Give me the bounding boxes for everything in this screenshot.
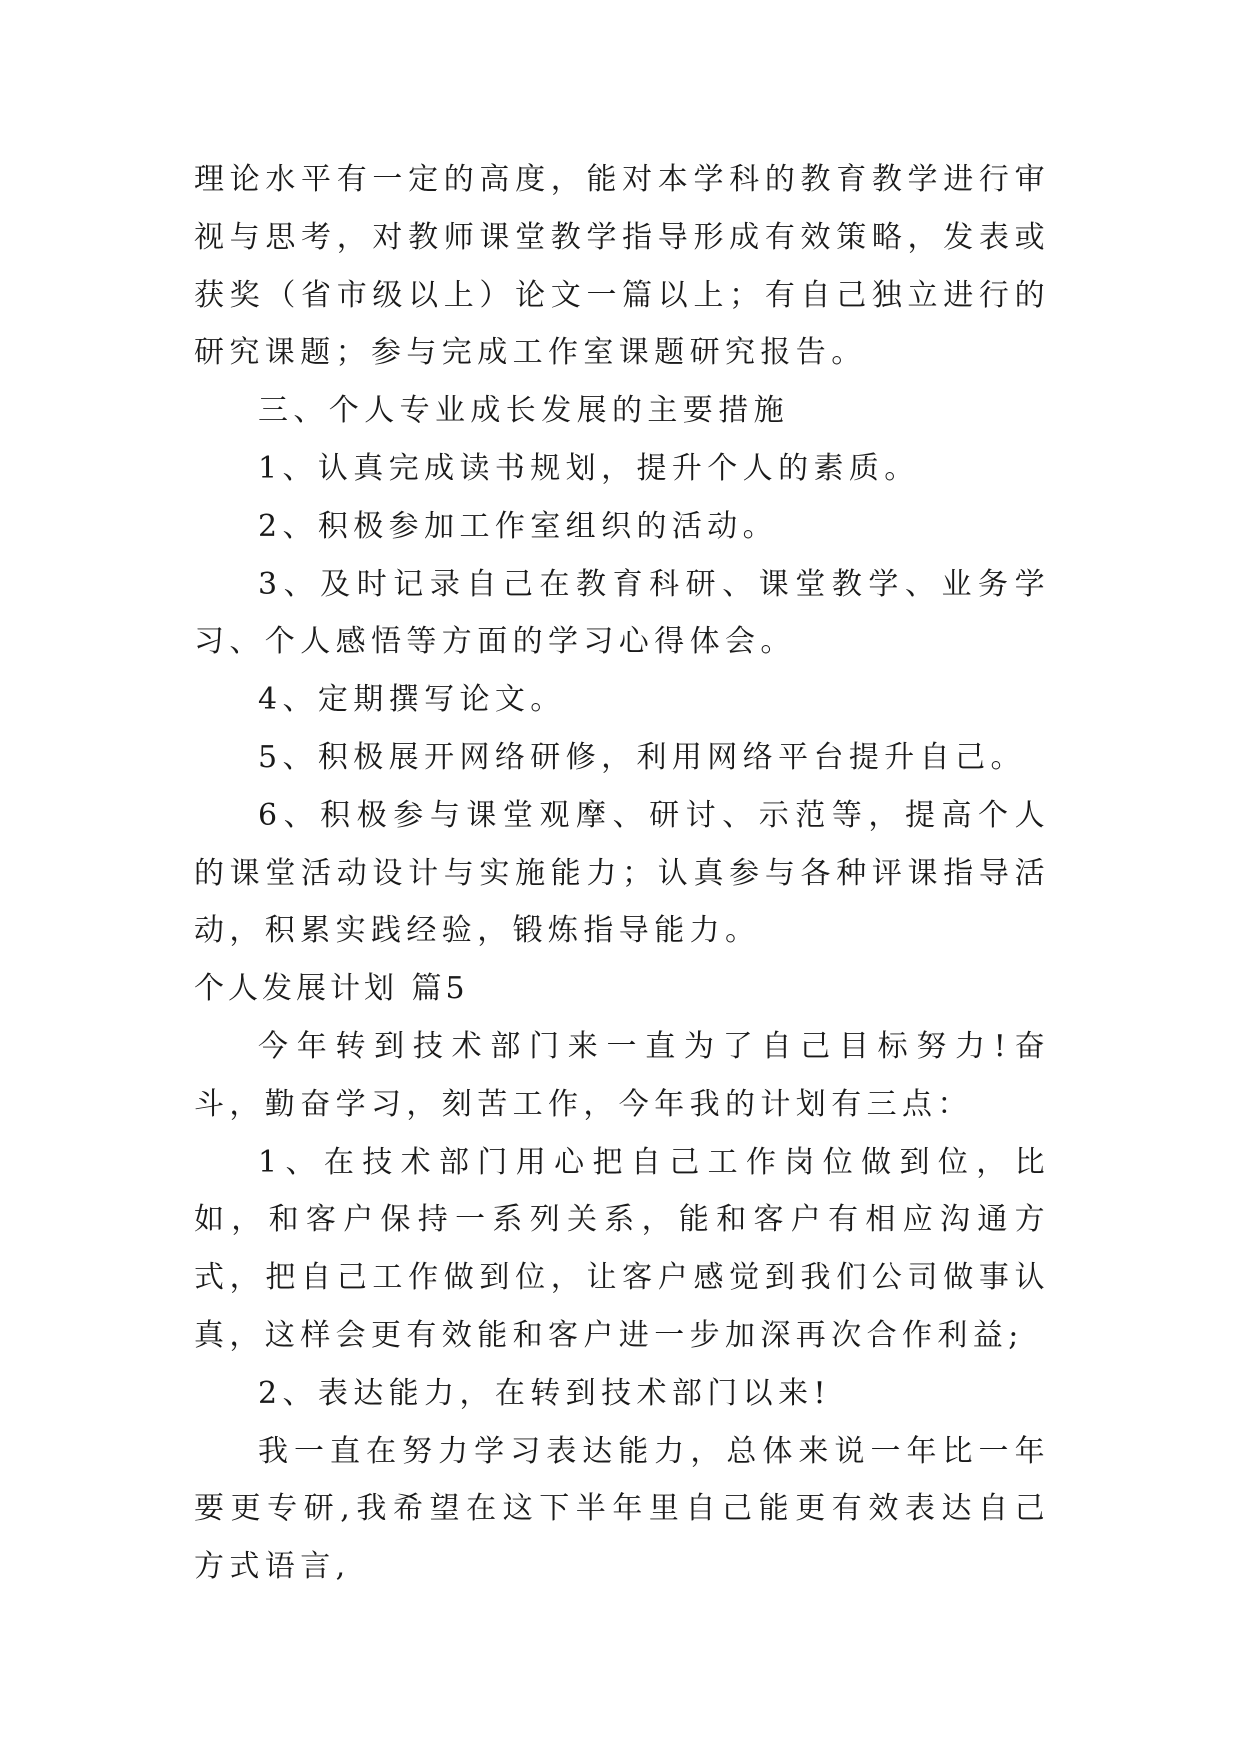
- measure-item-3: 3、及时记录自己在教育科研、课堂教学、业务学习、个人感悟等方面的学习心得体会。: [194, 566, 1050, 660]
- plan-item-1: 1、在技术部门用心把自己工作岗位做到位，比如，和客户保持一系列关系，能和客户有相应沟通方式，把自己工作做到位，让客户感觉到我们公司做事认真，这样会更有效能和客户进一步加深再次合作利益;: [194, 1144, 1050, 1353]
- paragraph-closing: 我一直在努力学习表达能力，总体来说一年比一年要更专研,我希望在这下半年里自己能更有效表达自己方式语言,: [194, 1433, 1050, 1585]
- measure-item-4: 4、定期撰写论文。: [258, 682, 566, 718]
- measure-item-1: 1、认真完成读书规划，提升个人的素质。: [258, 450, 920, 486]
- measure-item-2: 2、积极参加工作室组织的活动。: [258, 508, 779, 544]
- paragraph-goals: 理论水平有一定的高度，能对本学科的教育教学进行审视与思考，对教师课堂教学指导形成有效策略，发表或获奖（省市级以上）论文一篇以上；有自己独立进行的研究课题；参与完成工作室课题研究报告。: [194, 162, 1050, 371]
- measure-item-6: 6、积极参与课堂观摩、研讨、示范等，提高个人的课堂活动设计与实施能力；认真参与各种评课指导活动，积累实践经验，锻炼指导能力。: [194, 797, 1050, 949]
- document-page: [194, 151, 1050, 1596]
- section-title: 个人发展计划 篇5: [194, 971, 469, 1007]
- paragraph-intro: 今年转到技术部门来一直为了自己目标努力!奋斗，勤奋学习，刻苦工作，今年我的计划有三点：: [194, 1028, 1050, 1122]
- plan-item-2: 2、表达能力，在转到技术部门以来!: [258, 1375, 831, 1411]
- measure-item-5: 5、积极展开网络研修，利用网络平台提升自己。: [258, 739, 1026, 775]
- heading-measures: 三、个人专业成长发展的主要措施: [258, 393, 789, 429]
